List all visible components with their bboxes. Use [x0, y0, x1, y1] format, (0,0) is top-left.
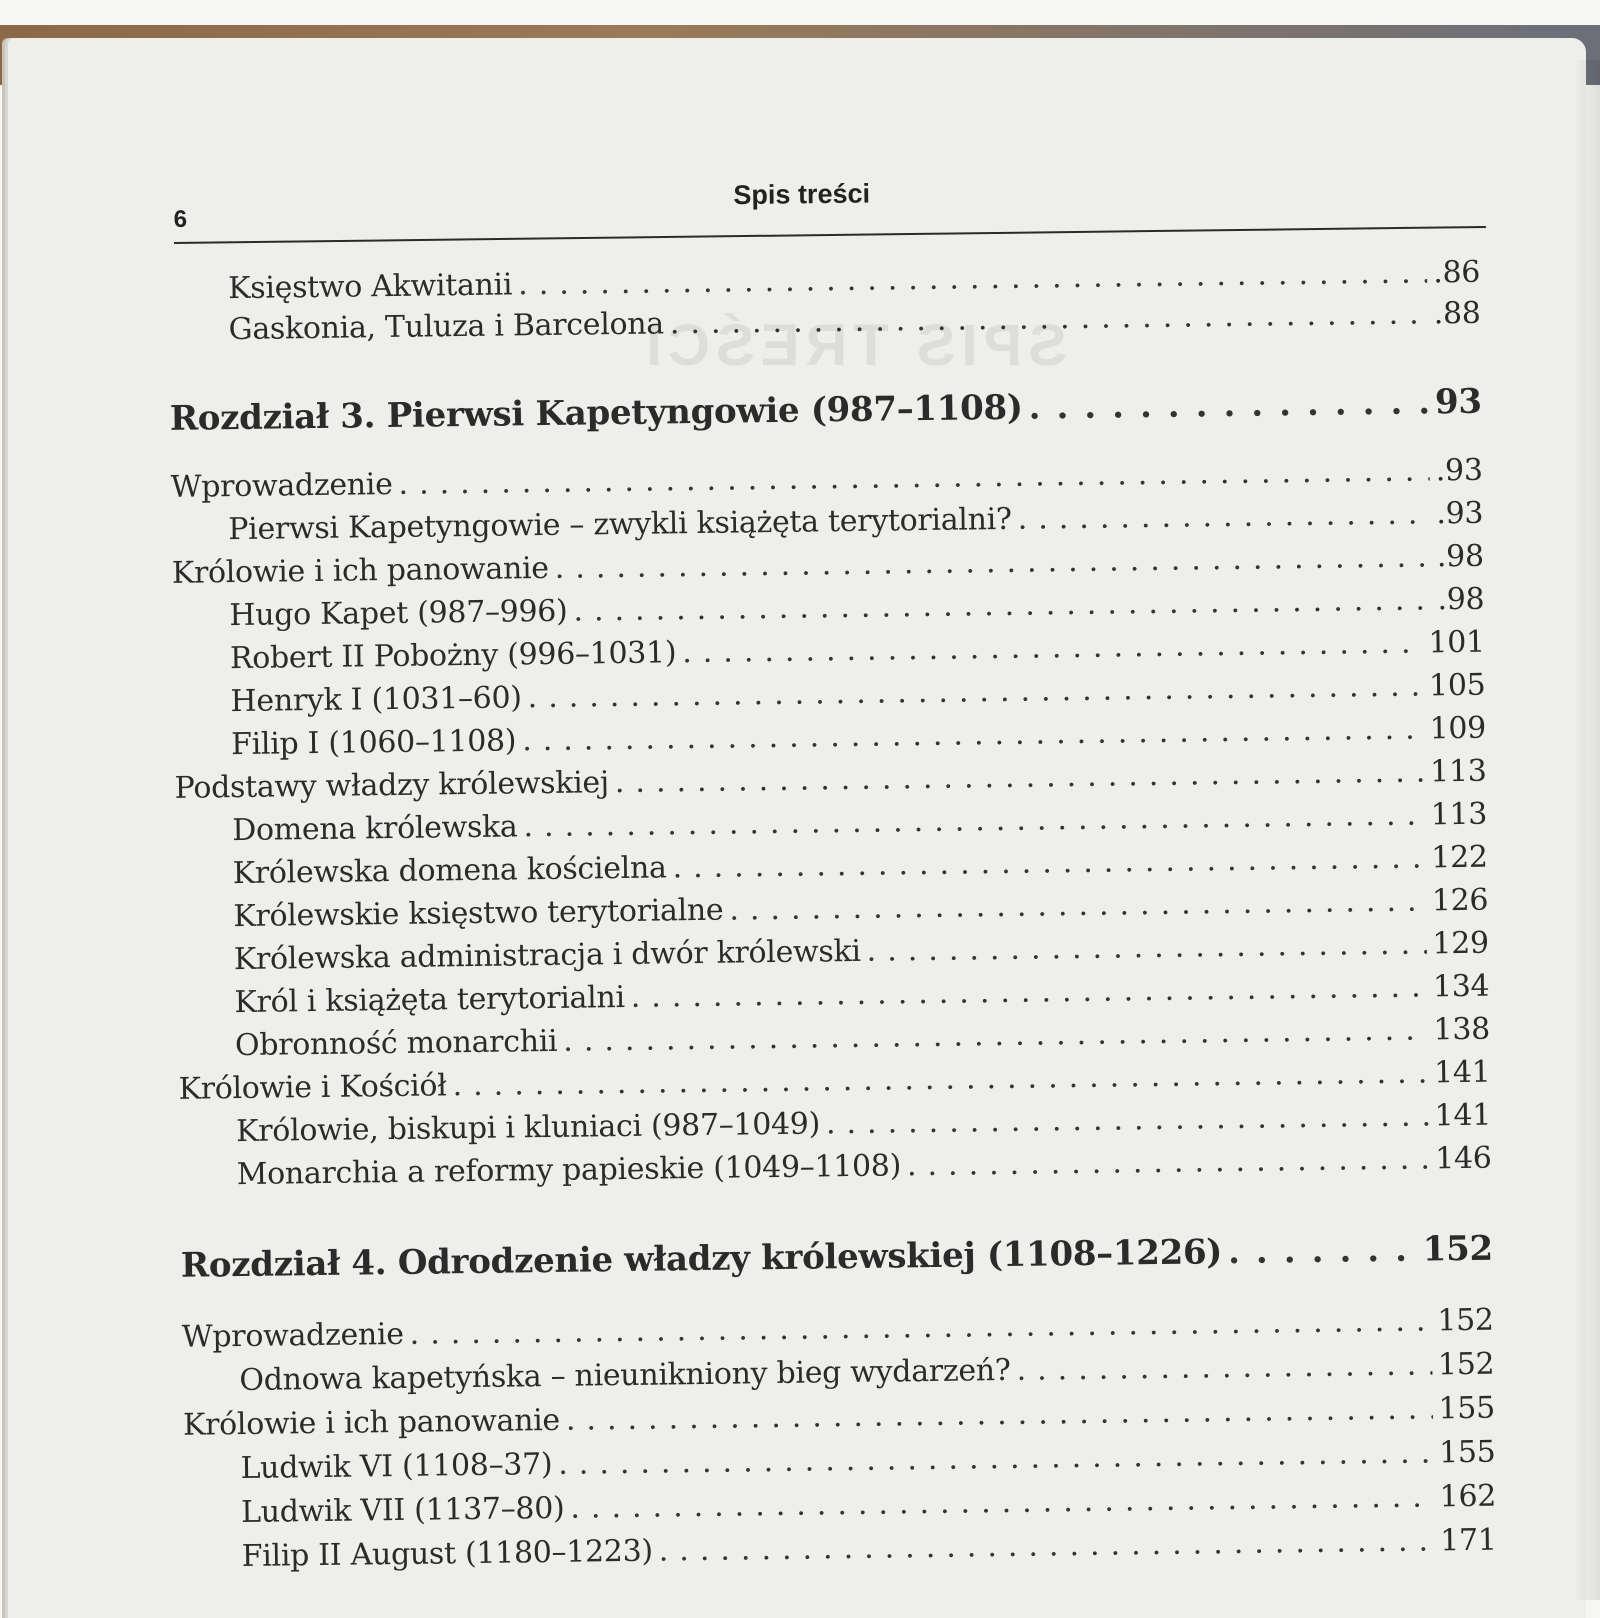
toc-entry-page: .98 — [1436, 538, 1484, 575]
toc-entry-page: 141 — [1434, 1097, 1492, 1134]
toc-entry-page: 113 — [1430, 796, 1488, 833]
toc-entry-label: Królowie i ich panowanie — [171, 550, 549, 591]
toc-entry-page: 138 — [1433, 1011, 1491, 1048]
leader-dots — [1017, 496, 1430, 536]
toc-entry-page: 152 — [1422, 1228, 1494, 1270]
header-title: Spis treści — [733, 178, 871, 211]
leader-dots — [555, 539, 1432, 585]
toc-entry — [241, 1523, 1496, 1574]
leader-dots — [826, 1098, 1429, 1141]
toc-entry — [239, 1347, 1494, 1398]
toc-entry — [233, 840, 1488, 891]
toc-entry-label: Królowie, biskupi i kluniaci (987–1049) — [235, 1106, 821, 1150]
toc-entry-label: Król i książęta terytorialni — [234, 979, 625, 1021]
toc-entry — [234, 926, 1489, 977]
toc-entry-label: Henryk I (1031–60) — [230, 680, 522, 720]
toc-entry-label: Ludwik VI (1108–37) — [240, 1446, 553, 1487]
toc-entry-label: Królewskie księstwo terytorialne — [233, 892, 724, 935]
toc-entry-page: .86 — [1432, 254, 1481, 291]
toc-entry-page: 122 — [1431, 839, 1488, 876]
leader-dots — [659, 1523, 1435, 1568]
leader-dots — [672, 840, 1425, 885]
leader-dots — [866, 926, 1426, 968]
toc-entry-page: 141 — [1433, 1054, 1491, 1091]
toc-entry — [178, 1055, 1490, 1107]
toc-entry-page: 146 — [1435, 1140, 1492, 1177]
toc-entry — [231, 711, 1486, 762]
leader-dots — [729, 883, 1426, 927]
leader-dots — [563, 1012, 1428, 1058]
toc-entry-page: 126 — [1431, 882, 1489, 919]
leader-dots — [573, 582, 1431, 628]
leader-dots — [566, 1391, 1433, 1437]
toc-entry-page: 113 — [1429, 753, 1487, 790]
toc-entry-page: 152 — [1437, 1346, 1495, 1383]
leader-dots — [1028, 382, 1429, 427]
leader-dots — [558, 1435, 1433, 1481]
toc-entry-page: 134 — [1432, 968, 1490, 1005]
toc-entry-label: Filip I (1060–1108) — [230, 723, 517, 763]
toc-entry-page: 155 — [1438, 1390, 1496, 1427]
leader-dots — [398, 453, 1430, 501]
toc-entry — [236, 1141, 1491, 1192]
toc-entry-label: Wprowadzenie — [170, 466, 393, 505]
toc-entry — [240, 1435, 1495, 1486]
toc-entry-page: 152 — [1437, 1302, 1494, 1339]
page-number: 6 — [173, 205, 188, 234]
leader-dots — [452, 1055, 1428, 1103]
toc-chapter-heading — [181, 1229, 1493, 1286]
toc-entry — [172, 539, 1484, 591]
toc-entry-label: Królowie i Kościół — [178, 1068, 447, 1107]
toc-entry — [183, 1391, 1495, 1443]
toc-entry — [232, 797, 1487, 848]
toc-entry — [174, 754, 1486, 806]
toc-entry-label: Królewska administracja i dwór królewski — [233, 933, 861, 978]
toc-entry-label: Ludwik VII (1137–80) — [240, 1490, 565, 1531]
toc-entry-page: 129 — [1432, 925, 1490, 962]
toc-entry — [230, 625, 1485, 676]
toc-entry-page: .93 — [1435, 452, 1483, 489]
toc-entry-page: 155 — [1438, 1434, 1496, 1471]
toc-entry-label: Obronność monarchii — [234, 1023, 558, 1064]
toc-entry-page: 171 — [1440, 1522, 1497, 1559]
toc-chapter-heading — [170, 382, 1482, 439]
leader-dots — [1016, 1347, 1432, 1387]
toc-entry-label: Hugo Kapet (987–996) — [229, 593, 568, 634]
toc-entry-label: Królowie i ich panowanie — [182, 1402, 561, 1443]
toc-entry-label: Filip II August (1180–1223) — [241, 1533, 654, 1575]
leader-dots — [522, 711, 1424, 758]
toc-entry — [236, 1098, 1491, 1149]
toc-entry-label: Wprowadzenie — [181, 1316, 404, 1355]
leader-dots — [523, 797, 1425, 844]
bleed-through-text: SPIS TREŚCI — [640, 313, 1067, 378]
toc-entry-page: .93 — [1436, 495, 1484, 532]
leader-dots — [409, 1303, 1431, 1351]
toc-entry-label: Gaskonia, Tuluza i Barcelona — [228, 306, 665, 348]
leader-dots — [682, 626, 1423, 671]
toc-entry — [241, 1479, 1496, 1530]
toc-entry-label: Domena królewska — [231, 809, 518, 849]
leader-dots — [527, 669, 1423, 716]
leader-dots — [1228, 1230, 1417, 1272]
leader-dots — [570, 1479, 1434, 1525]
toc-entry — [229, 582, 1484, 633]
toc-entry — [230, 668, 1485, 719]
leader-dots — [615, 754, 1425, 800]
leader-dots — [631, 969, 1428, 1014]
leader-dots — [518, 255, 1428, 302]
leader-dots — [907, 1141, 1430, 1183]
toc-entry-page: 162 — [1439, 1478, 1497, 1515]
toc-entry-label: Robert II Pobożny (996–1031) — [229, 635, 677, 677]
toc-entry — [228, 496, 1483, 547]
toc-entry-label: Rozdział 4. Odrodzenie władzy królewskiej (1108–1226) — [180, 1232, 1223, 1286]
toc-entry — [170, 453, 1482, 505]
toc-entry-page: 93 — [1434, 381, 1482, 423]
toc-entry — [235, 1012, 1490, 1063]
toc-entry — [182, 1303, 1494, 1355]
toc-entry-label: Odnowa kapetyńska – nieunikniony bieg wydarzeń? — [239, 1352, 1011, 1399]
toc-entry-page: 105 — [1428, 667, 1486, 704]
toc-entry-label: Królewska domena kościelna — [232, 850, 667, 892]
toc-entry — [233, 883, 1488, 934]
toc-entry-label: Pierwsi Kapetyngowie – zwykli książęta terytorialni? — [228, 501, 1012, 548]
leader-dots — [670, 296, 1428, 341]
toc-entry-label: Monarchia a reformy papieskie (1049–1108) — [236, 1148, 902, 1193]
toc-entry-page: .98 — [1437, 581, 1485, 618]
toc-entry-label: Księstwo Akwitanii — [227, 267, 513, 307]
toc-entry-label: Rozdział 3. Pierwsi Kapetyngowie (987–1108) — [169, 387, 1023, 439]
toc-entry-page: .88 — [1433, 295, 1481, 332]
toc-entry-page: 109 — [1429, 710, 1487, 747]
toc-entry-label: Podstawy władzy królewskiej — [174, 765, 610, 806]
toc-entry-page: 101 — [1428, 624, 1486, 661]
toc-entry — [234, 969, 1489, 1020]
